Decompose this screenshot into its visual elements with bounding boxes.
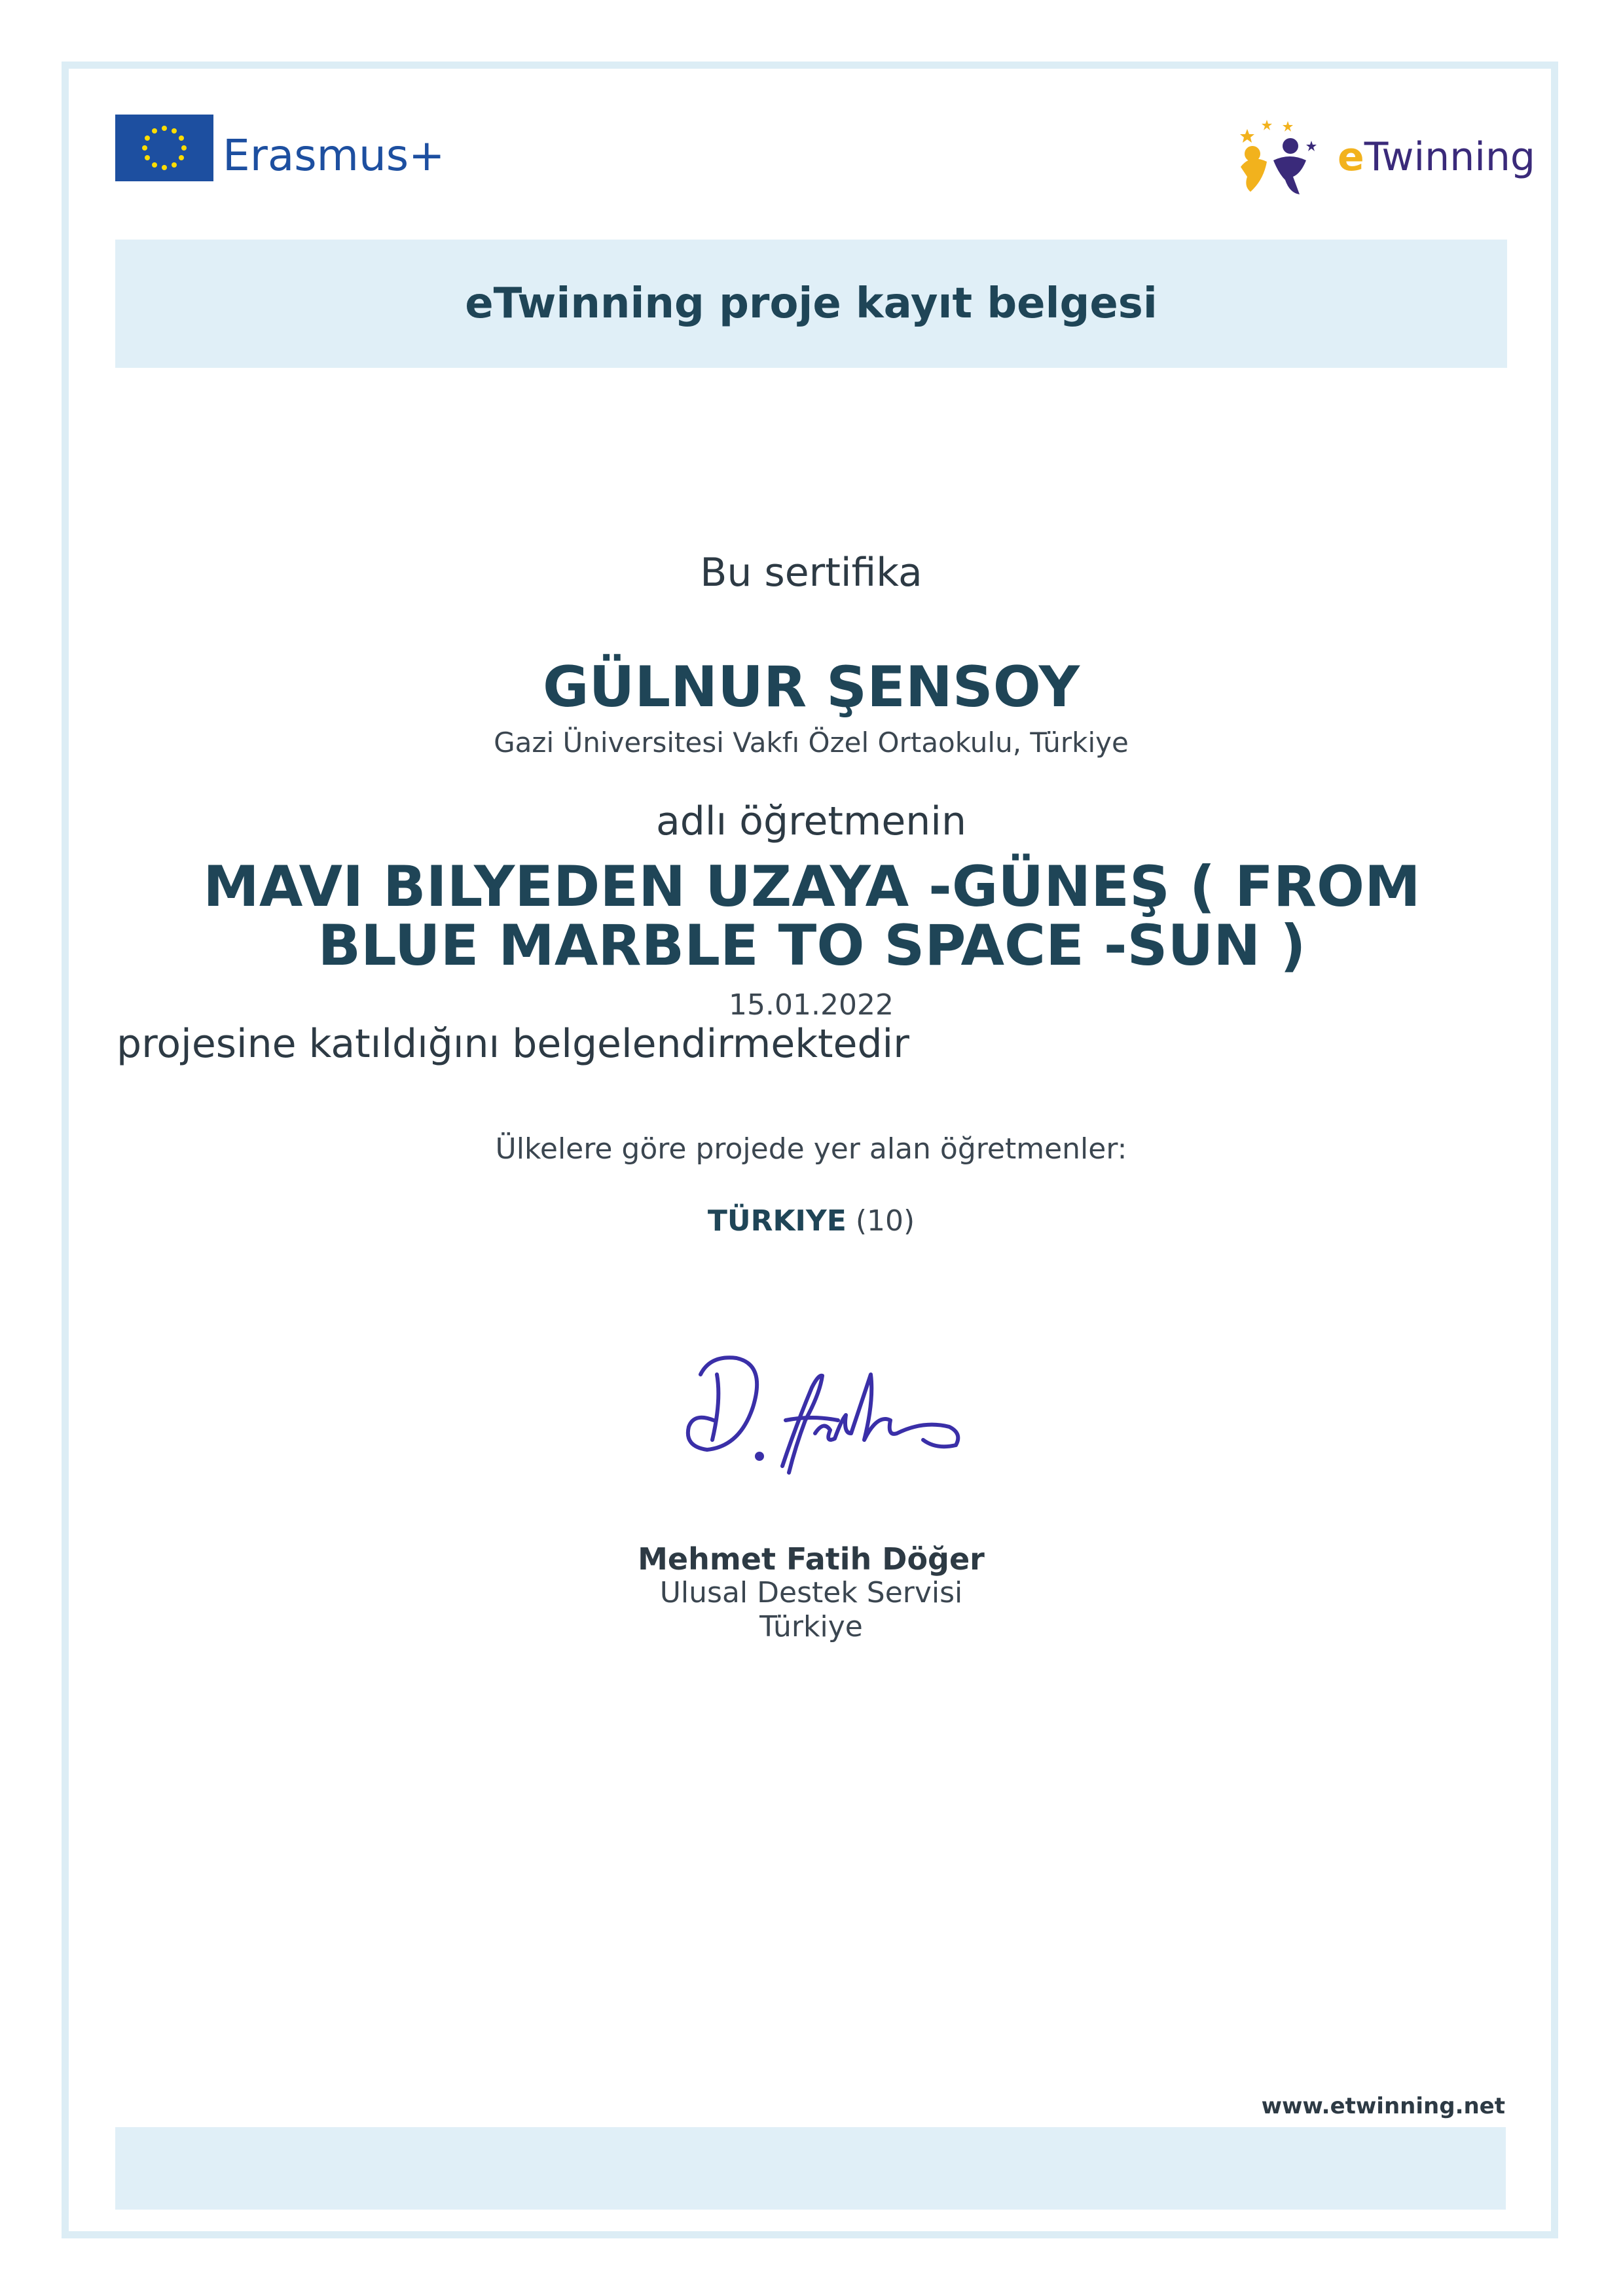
intro-text: Bu sertifika bbox=[700, 550, 922, 596]
country-entry bbox=[115, 1204, 1507, 1238]
erasmus-wordmark: Erasmus+ bbox=[223, 130, 445, 181]
bottom-band bbox=[115, 2127, 1506, 2210]
countries-label: Ülkelere göre projede yer alan öğretmenler: bbox=[495, 1132, 1127, 1166]
title-band bbox=[115, 240, 1507, 368]
country-count: (10) bbox=[855, 1204, 915, 1238]
country-name: TÜRKIYE bbox=[707, 1204, 847, 1238]
project-date: 15.01.2022 bbox=[729, 988, 894, 1022]
eu-flag-icon bbox=[115, 115, 213, 181]
signature-image bbox=[674, 1335, 976, 1492]
signer-country: Türkiye bbox=[759, 1610, 863, 1643]
erasmus-logo bbox=[115, 114, 445, 182]
project-title: MAVI BILYEDEN UZAYA -GÜNEŞ ( FROM BLUE MARBLE TO SPACE -SUN ) bbox=[203, 854, 1421, 978]
certification-statement: projesine katıldığını belgelendirmektedir bbox=[117, 1021, 909, 1067]
certificate-title: eTwinning proje kayıt belgesi bbox=[465, 279, 1158, 328]
etwinning-wordmark: eTwinning bbox=[1338, 134, 1536, 180]
signer-name: Mehmet Fatih Döğer bbox=[638, 1541, 985, 1577]
etwinning-figures-icon bbox=[1228, 115, 1332, 200]
signer-organization: Ulusal Destek Servisi bbox=[659, 1576, 963, 1609]
website-link[interactable]: www.etwinning.net bbox=[1261, 2093, 1505, 2119]
teacher-name: GÜLNUR ŞENSOY bbox=[542, 655, 1080, 720]
teacher-label: adlı öğretmenin bbox=[656, 798, 966, 844]
etwinning-logo bbox=[1228, 111, 1535, 203]
school-name: Gazi Üniversitesi Vakfı Özel Ortaokulu, Türkiye bbox=[494, 726, 1129, 759]
